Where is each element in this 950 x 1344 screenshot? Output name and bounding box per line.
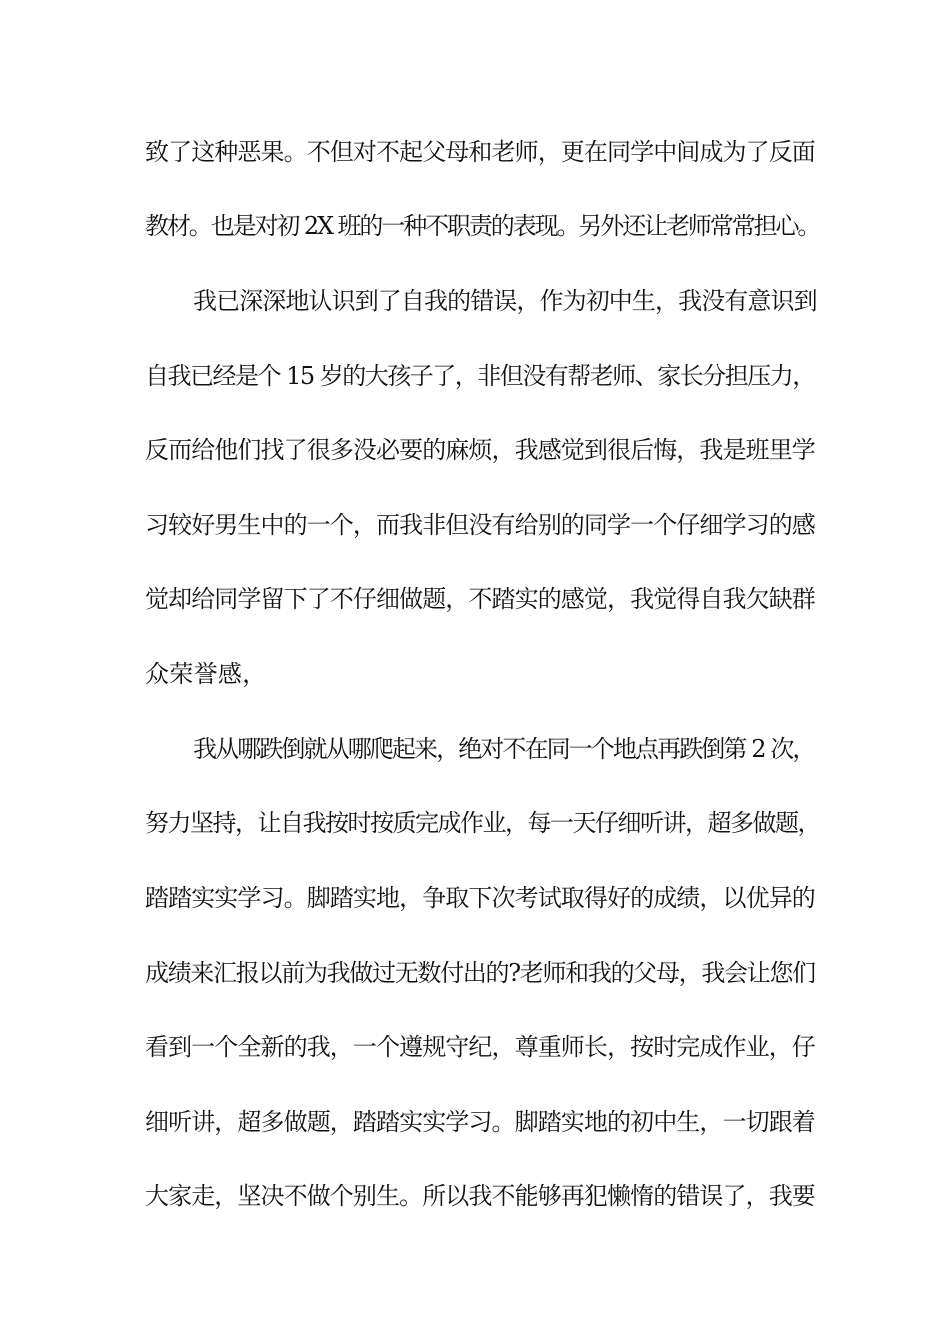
text-line: 大家走，坚决不做个别生。所以我不能够再犯懒惰的错误了，我要 — [145, 1182, 815, 1210]
text-line: 觉却给同学留下了不仔细做题，不踏实的感觉，我觉得自我欠缺群 — [145, 585, 815, 613]
paragraph-start-line: 我已深深地认识到了自我的错误，作为初中生，我没有意识到 — [193, 287, 817, 315]
text-line: 自我已经是个 15 岁的大孩子了，非但没有帮老师、家长分担压力， — [145, 362, 815, 390]
text-line: 看到一个全新的我，一个遵规守纪，尊重师长，按时完成作业，仔 — [145, 1033, 815, 1061]
text-line: 努力坚持，让自我按时按质完成作业，每一天仔细听讲，超多做题， — [145, 809, 820, 837]
text-line: 习较好男生中的一个，而我非但没有给别的同学一个仔细学习的感 — [145, 511, 815, 539]
text-line: 成绩来汇报以前为我做过无数付出的?老师和我的父母，我会让您们 — [145, 959, 815, 987]
text-line: 致了这种恶果。不但对不起父母和老师，更在同学中间成为了反面 — [145, 138, 815, 166]
text-line: 众荣誉感， — [145, 660, 267, 688]
text-line: 反而给他们找了很多没必要的麻烦，我感觉到很后悔，我是班里学 — [145, 436, 815, 464]
text-line: 细听讲，超多做题，踏踏实实学习。脚踏实地的初中生，一切跟着 — [145, 1108, 815, 1136]
text-line: 踏踏实实学习。脚踏实地，争取下次考试取得好的成绩，以优异的 — [145, 884, 815, 912]
paragraph-start-line: 我从哪跌倒就从哪爬起来，绝对不在同一个地点再跌倒第 2 次， — [193, 735, 815, 763]
text-line: 教材。也是对初 2X 班的一种不职责的表现。另外还让老师常常担心。 — [145, 212, 820, 240]
